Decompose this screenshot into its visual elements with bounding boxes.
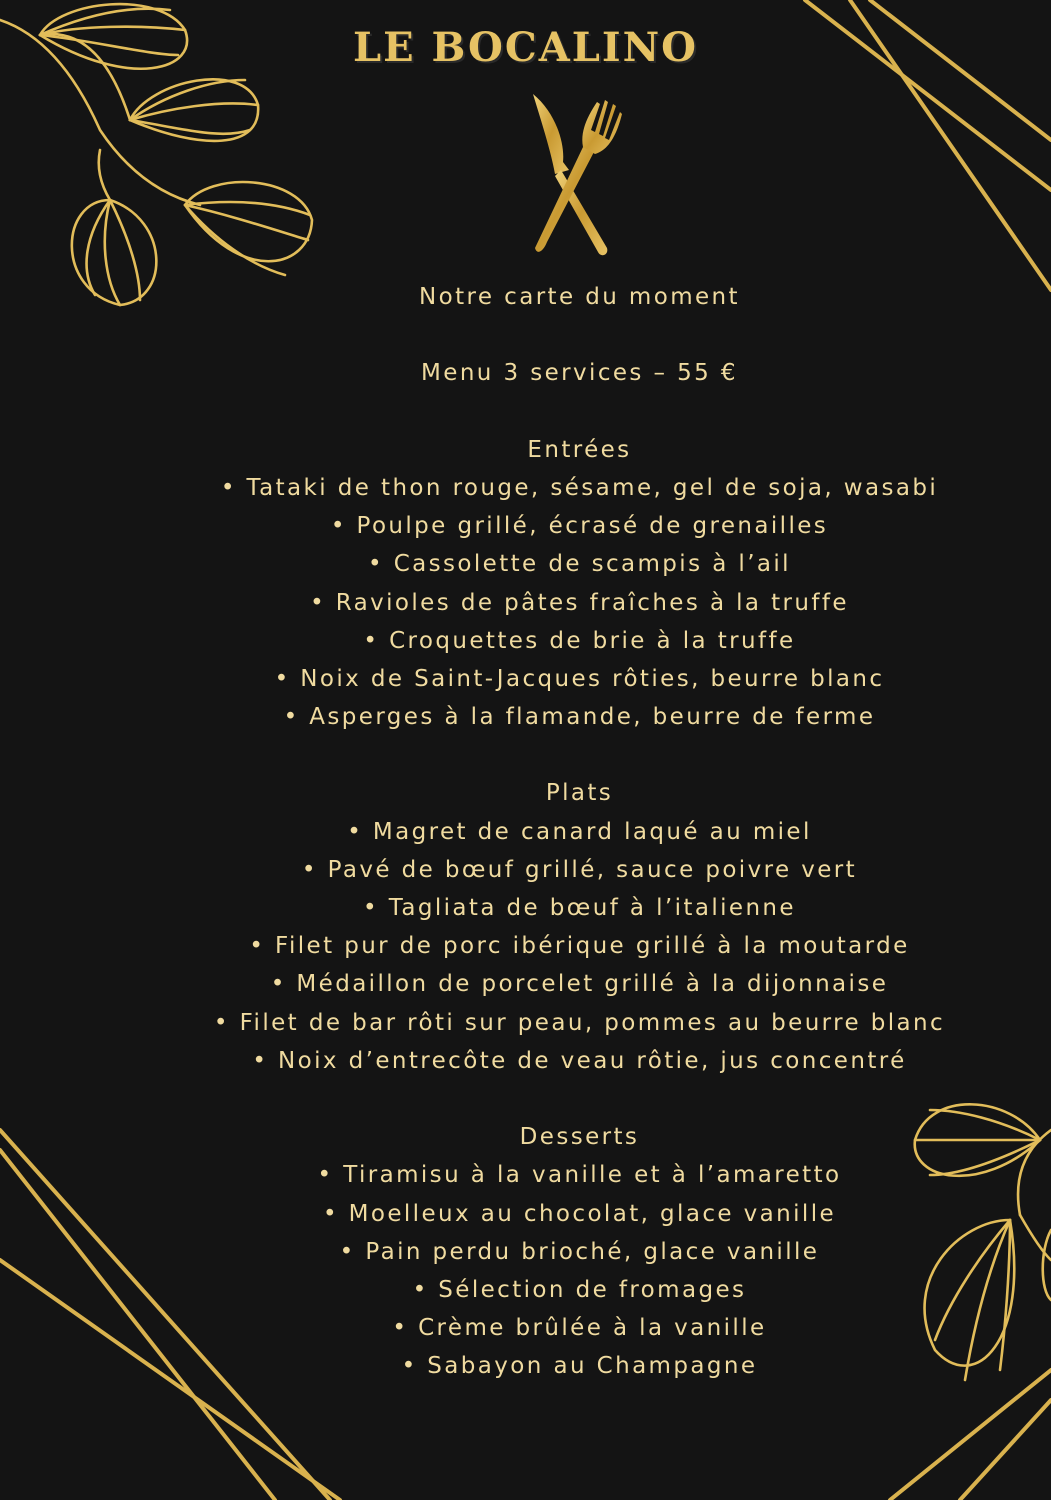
- menu-body: [0, 278, 1051, 1385]
- menu-item: • Pain perdu brioché, glace vanille: [339, 1238, 820, 1265]
- menu-item: • Pavé de bœuf grillé, sauce poivre vert: [301, 856, 858, 883]
- menu-item: • Asperges à la flamande, beurre de ferme: [283, 704, 876, 731]
- menu-item: • Cassolette de scampis à l’ail: [368, 551, 791, 578]
- gold-line: [960, 1400, 1051, 1500]
- menu-item: • Noix de Saint-Jacques rôties, beurre blanc: [274, 665, 885, 692]
- section-heading: Entrées: [527, 436, 632, 463]
- menu-price: Menu 3 services – 55 €: [421, 360, 738, 387]
- menu-item: • Filet pur de porc ibérique grillé à la moutarde: [249, 933, 910, 960]
- menu-item: • Sélection de fromages: [412, 1276, 747, 1303]
- menu-item: • Tiramisu à la vanille et à l’amaretto: [317, 1162, 842, 1189]
- section-entrees: [0, 431, 1051, 737]
- section-plats: [0, 774, 1051, 1080]
- menu-item: • Poulpe grillé, écrasé de grenailles: [330, 513, 829, 540]
- menu-item: • Magret de canard laqué au miel: [347, 818, 812, 845]
- restaurant-name: LE BOCALINO: [352, 24, 699, 71]
- cutlery-icon: [525, 92, 625, 258]
- menu-item: • Filet de bar rôti sur peau, pommes au beurre blanc: [213, 1009, 946, 1036]
- section-heading: Plats: [545, 780, 614, 807]
- menu-subtitle: Notre carte du moment: [419, 284, 740, 310]
- menu-item: • Tataki de thon rouge, sésame, gel de soja, wasabi: [220, 474, 939, 501]
- menu-item: • Tagliata de bœuf à l’italienne: [363, 895, 796, 921]
- section-desserts: [0, 1118, 1051, 1385]
- menu-item: • Noix d’entrecôte de veau rôtie, jus concentré: [252, 1047, 907, 1074]
- menu-item: • Moelleux au chocolat, glace vanille: [322, 1200, 837, 1227]
- menu-item: • Médaillon de porcelet grillé à la dijonnaise: [270, 971, 889, 998]
- menu-item: • Ravioles de pâtes fraîches à la truffe: [310, 589, 849, 616]
- menu-item: • Croquettes de brie à la truffe: [363, 627, 796, 654]
- section-heading: Desserts: [519, 1124, 640, 1151]
- menu-item: • Sabayon au Champagne: [401, 1353, 758, 1380]
- gold-line: [890, 1370, 1051, 1500]
- menu-item: • Crème brûlée à la vanille: [392, 1315, 767, 1342]
